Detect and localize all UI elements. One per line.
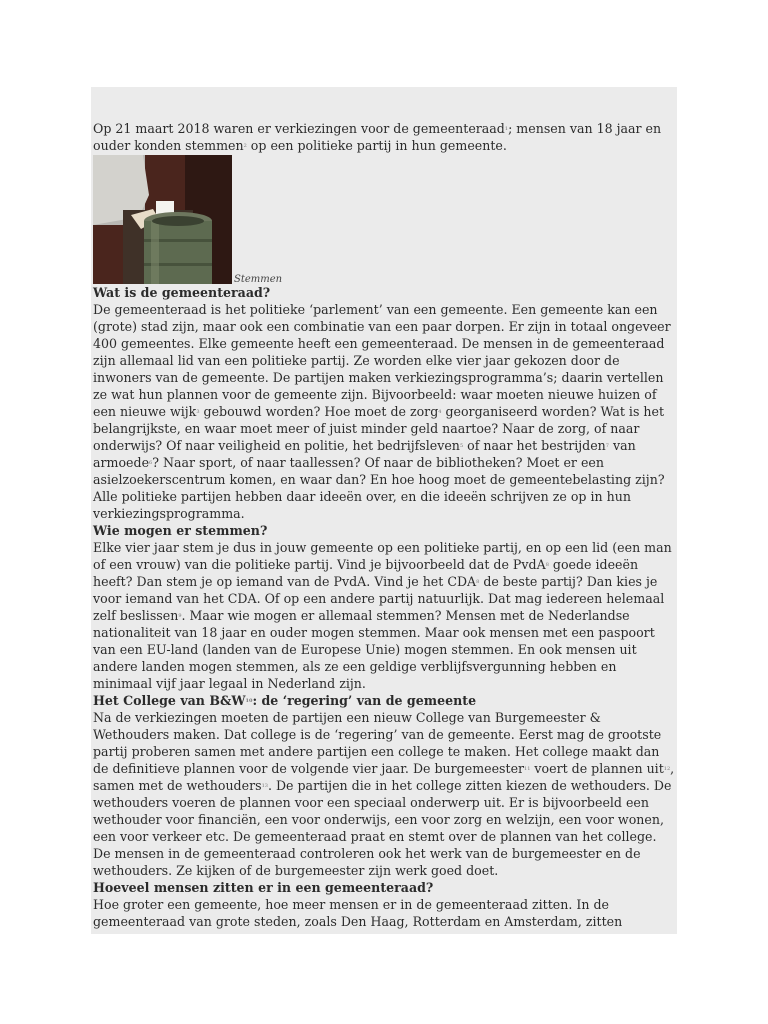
footnote-ref: 7 <box>605 443 609 449</box>
section-paragraph <box>93 301 675 522</box>
text-span: Op 21 maart 2018 waren er verkiezingen voor de gemeenteraad <box>93 121 505 136</box>
footnote-ref: 9 <box>178 613 182 619</box>
text-span: Elke vier jaar stem je dus in jouw gemeente op een politieke partij, en op een lid (een man of een vrouw) van die politieke partij. Vind je bijvoorbeeld dat de PvdA <box>93 540 672 572</box>
ballot-box-illustration <box>93 155 232 284</box>
footnote-ref: 5 <box>459 443 464 449</box>
text-span: Het College van B&W <box>93 693 246 708</box>
section-heading: Wat is de gemeenteraad? <box>93 285 271 300</box>
intro-paragraph <box>93 120 675 154</box>
section-heading: Wie mogen er stemmen? <box>93 523 268 538</box>
text-span: van armoede <box>93 438 636 470</box>
footnote-ref: 3 <box>196 409 200 415</box>
document-page <box>91 87 677 934</box>
footnote-ref: 10 <box>245 698 253 704</box>
text-span: . Maar wie mogen er allemaal stemmen? Mensen met de Nederlandse nationaliteit van 18 jaar en ouder mogen stemmen. Maar ook mensen met een paspoort van een EU-land (landen van de Europese Unie) mogen stemmen. En ook mensen uit andere landen mogen stemmen, als ze een geldige verblijfsvergunning hebben en minimaal vijf jaar legaal in Nederland zijn. <box>93 608 655 691</box>
text-span: voert de plannen uit <box>530 761 664 776</box>
section-paragraph <box>93 709 675 879</box>
footnote-ref: 6 <box>149 460 153 466</box>
footnote-ref: 4 <box>438 409 442 415</box>
footnote-ref: 1 <box>504 126 509 132</box>
footnote-ref: 8 <box>545 562 549 568</box>
text-span: ? Naar sport, of naar taallessen? Of naar de bibliotheken? Moet er een asielzoekerscentrum komen, en waar dan? En hoe hoog moet de gemeentebelasting zijn? Alle politieke partijen hebben daar ideeën over, en die ideeën schrijven ze op in hun verkiezingsprogramma. <box>93 455 665 521</box>
section-heading: Hoeveel mensen zitten er in een gemeenteraad? <box>93 880 434 895</box>
text-span: De gemeenteraad is het politieke ‘parlement’ van een gemeente. Een gemeente kan een (grote) stad zijn, maar ook een combinatie van een paar dorpen. Er zijn in totaal ongeveer 400 gemeentes. Elke gemeente heeft een gemeenteraad. De mensen in de gemeenteraad zijn allemaal lid van een politieke partij. Ze worden elke vier jaar gekozen door de inwoners van de gemeente. De partijen maken verkiezingsprogramma’s; daarin vertellen ze wat hun plannen voor de gemeente zijn. Bijvoorbeeld: waar moeten nieuwe huizen of een nieuwe wijk <box>93 302 671 419</box>
footnote-ref: 11 <box>524 766 531 772</box>
footnote-ref: 2 <box>243 143 247 149</box>
voting-figure <box>93 155 675 284</box>
text-span: goede ideeën heeft? Dan stem je op iemand van de PvdA. Vind je het CDA <box>93 557 639 589</box>
text-span: de beste partij? Dan kies je voor iemand van het CDA. Of op een andere partij natuurlijk. Dat mag iedereen helemaal zelf beslissen <box>93 574 665 623</box>
text-span: of naar het bestrijden <box>463 438 606 453</box>
text-span: op een politieke partij in hun gemeente. <box>246 138 507 153</box>
section-heading <box>93 692 675 709</box>
text-span: , samen met de wethouders <box>93 761 675 793</box>
text-span: : de ‘regering’ van de gemeente <box>252 693 477 708</box>
text-span: gebouwd worden? Hoe moet de zorg <box>199 404 439 419</box>
footnote-ref: 8 <box>476 579 480 585</box>
article-body <box>93 120 675 930</box>
footnote-ref: 12 <box>663 766 671 772</box>
section-paragraph: Hoe groter een gemeente, hoe meer mensen er in de gemeenteraad zitten. In de gemeenteraad van grote steden, zoals Den Haag, Rotterdam en Amsterdam, zitten <box>93 897 623 929</box>
voting-photo <box>93 155 232 284</box>
figure-caption: Stemmen <box>234 274 283 285</box>
text-span: ; mensen van 18 jaar en ouder konden stemmen <box>93 121 662 153</box>
section-paragraph <box>93 539 675 692</box>
footnote-ref: 13 <box>261 783 268 789</box>
text-span: georganiseerd worden? Wat is het belangrijkste, en waar moet meer of juist minder geld naartoe? Naar de zorg, of naar onderwijs? Of naar veiligheid en politie, het bedrijfsleven <box>93 404 665 453</box>
text-span: . De partijen die in het college zitten kiezen de wethouders. De wethouders voeren de plannen voor een speciaal onderwerp uit. Er is bijvoorbeeld een wethouder voor financiën, een voor onderwijs, een voor zorg en welzijn, een voor wonen, een voor verkeer etc. De gemeenteraad praat en stemt over de plannen van het college. De mensen in de gemeenteraad controleren ook het werk van de burgemeester en de wethouders. Ze kijken of de burgemeester zijn werk goed doet. <box>93 778 672 878</box>
text-span: Na de verkiezingen moeten de partijen een nieuw College van Burgemeester & Wethouders maken. Dat college is de ‘regering’ van de gemeente. Eerst mag de grootste partij proberen samen met andere partijen een college te maken. Het college maakt dan de definitieve plannen voor de volgende vier jaar. De burgemeester <box>93 710 662 776</box>
